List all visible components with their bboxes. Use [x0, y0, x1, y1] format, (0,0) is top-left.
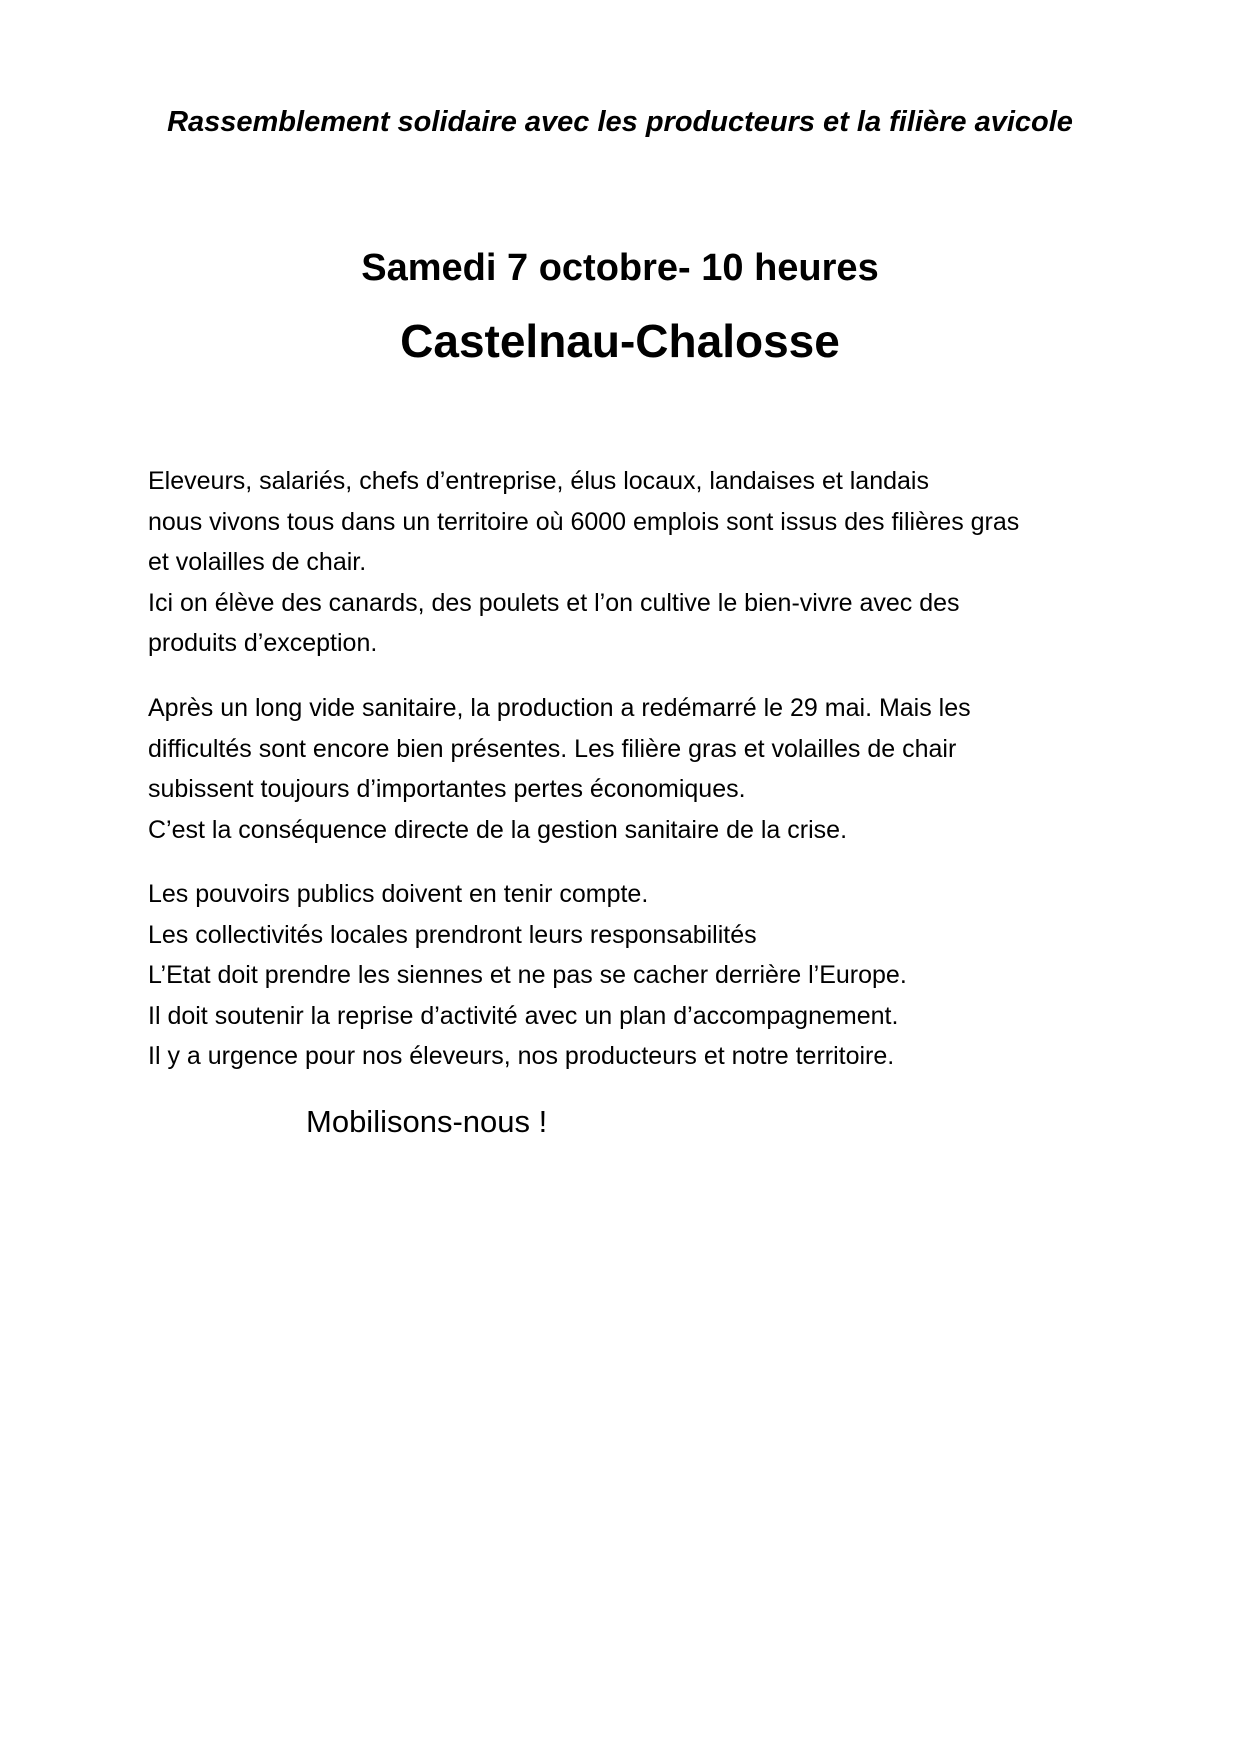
text-line: produits d’exception.	[148, 629, 378, 657]
text-line: Les collectivités locales prendront leurs responsabilités	[148, 920, 757, 949]
paragraph-2	[148, 688, 1108, 850]
text-line: Après un long vide sanitaire, la production a redémarré le 29 mai. Mais les	[148, 694, 971, 722]
text-line: nous vivons tous dans un territoire où 6000 emplois sont issus des filières gras	[148, 507, 1020, 536]
paragraph-3	[148, 874, 1108, 1077]
text-line: subissent toujours d’importantes pertes économiques.	[148, 775, 746, 803]
text-line: Il y a urgence pour nos éleveurs, nos producteurs et notre territoire.	[148, 1042, 895, 1070]
event-date-time: Samedi 7 octobre- 10 heures	[361, 247, 879, 289]
event-location: Castelnau-Chalosse	[400, 315, 840, 367]
text-line: Il doit soutenir la reprise d’activité avec un plan d’accompagnement.	[148, 1001, 899, 1030]
closing-call: Mobilisons-nous !	[306, 1104, 548, 1139]
text-line: C’est la conséquence directe de la gestion sanitaire de la crise.	[148, 815, 848, 844]
text-line: L’Etat doit prendre les siennes et ne pas se cacher derrière l’Europe.	[148, 961, 907, 989]
text-line: Eleveurs, salariés, chefs d’entreprise, élus locaux, landaises et landais	[148, 467, 929, 495]
event-subtitle: Rassemblement solidaire avec les producteurs et la filière avicole	[167, 106, 1073, 138]
text-line: Ici on élève des canards, des poulets et l’on cultive le bien-vivre avec des	[148, 588, 960, 617]
text-line: Les pouvoirs publics doivent en tenir compte.	[148, 880, 649, 908]
text-line: difficultés sont encore bien présentes. Les filière gras et volailles de chair	[148, 734, 957, 763]
paragraph-1	[148, 461, 1108, 664]
text-line: et volailles de chair.	[148, 548, 367, 576]
